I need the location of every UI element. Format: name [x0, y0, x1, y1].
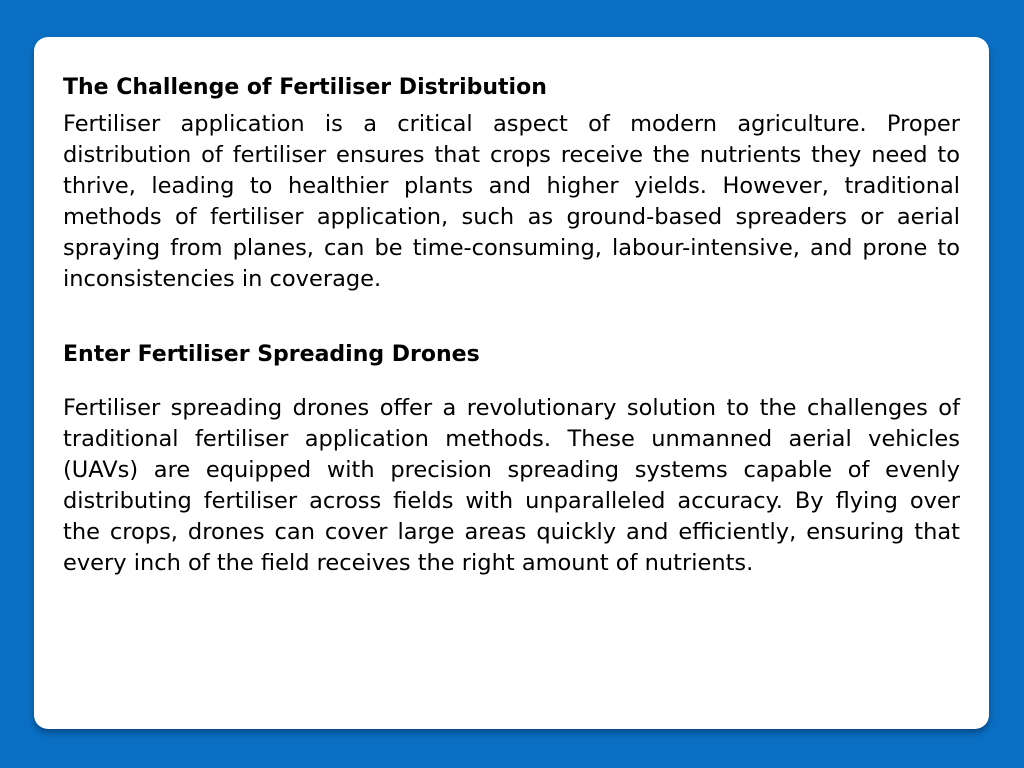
- section-body-drones: Fertiliser spreading drones offer a revolutionary solution to the challenges of traditional fertiliser application methods. These unmanned aerial vehicles (UAVs) are equipped with precision spreading systems capable of evenly distributing fertiliser across fields with unparalleled accuracy. By flying over the crops, drones can cover large areas quickly and efficiently, ensuring that every inch of the field receives the right amount of nutrients.: [63, 395, 960, 576]
- section-heading-drones: Enter Fertiliser Spreading Drones: [63, 342, 480, 367]
- section-heading-challenge: The Challenge of Fertiliser Distribution: [63, 75, 547, 100]
- section-body-challenge: Fertiliser application is a critical aspect of modern agriculture. Proper distribution of fertiliser ensures that crops receive the nutrients they need to thrive, leading to healthier plants and higher yields. However, traditional methods of fertiliser application, such as ground-based spreaders or aerial spraying from planes, can be time-consuming, labour-intensive, and prone to inconsistencies in coverage.: [63, 111, 960, 292]
- slide-card: [34, 37, 989, 729]
- slide-content: [63, 73, 960, 579]
